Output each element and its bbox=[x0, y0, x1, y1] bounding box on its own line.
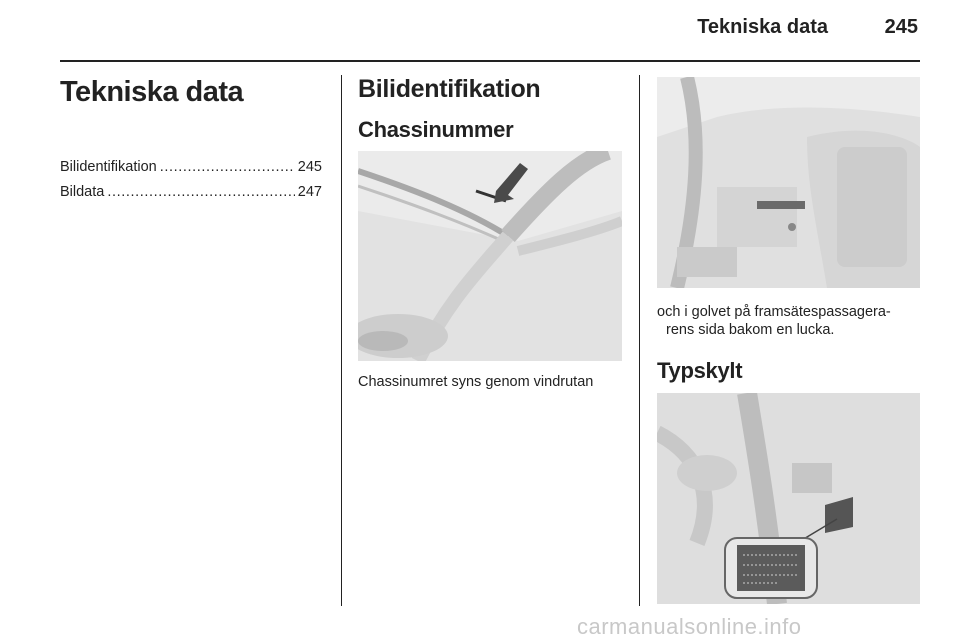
caption-chassinummer: Chassinumret syns genom vindrutan bbox=[358, 374, 594, 390]
toc-item-page: 247 bbox=[297, 184, 322, 200]
section-title: Bilidentifikation bbox=[358, 75, 541, 103]
type-plate-illustration bbox=[657, 393, 920, 604]
header-title: Tekniska data bbox=[697, 16, 828, 38]
windshield-vin-illustration bbox=[358, 151, 622, 361]
floor-hatch-illustration bbox=[657, 77, 920, 288]
header-rule bbox=[60, 60, 920, 62]
subsection-title-chassinummer: Chassinummer bbox=[358, 117, 514, 142]
toc-item-bildata[interactable] bbox=[60, 175, 322, 200]
caption-floor-hatch bbox=[657, 303, 927, 339]
chapter-title: Tekniska data bbox=[60, 76, 244, 108]
subsection-title-typskylt: Typskylt bbox=[657, 358, 743, 383]
caption-line: rens sida bakom en lucka. bbox=[666, 322, 835, 338]
toc-item-label: Bilidentifikation bbox=[60, 159, 157, 175]
watermark: carmanualsonline.info bbox=[577, 614, 802, 639]
page-number: 245 bbox=[884, 16, 918, 38]
column-divider-1 bbox=[341, 75, 342, 606]
toc-leader-dots bbox=[107, 184, 294, 200]
column-divider-2 bbox=[639, 75, 640, 606]
toc-leader-dots bbox=[160, 159, 295, 175]
toc-item-label: Bildata bbox=[60, 184, 105, 200]
caption-line: och i golvet på framsätespassagera- bbox=[657, 304, 891, 320]
toc-item-bilidentifikation[interactable] bbox=[60, 150, 322, 175]
toc-item-page: 245 bbox=[297, 159, 322, 175]
table-of-contents bbox=[60, 150, 322, 200]
